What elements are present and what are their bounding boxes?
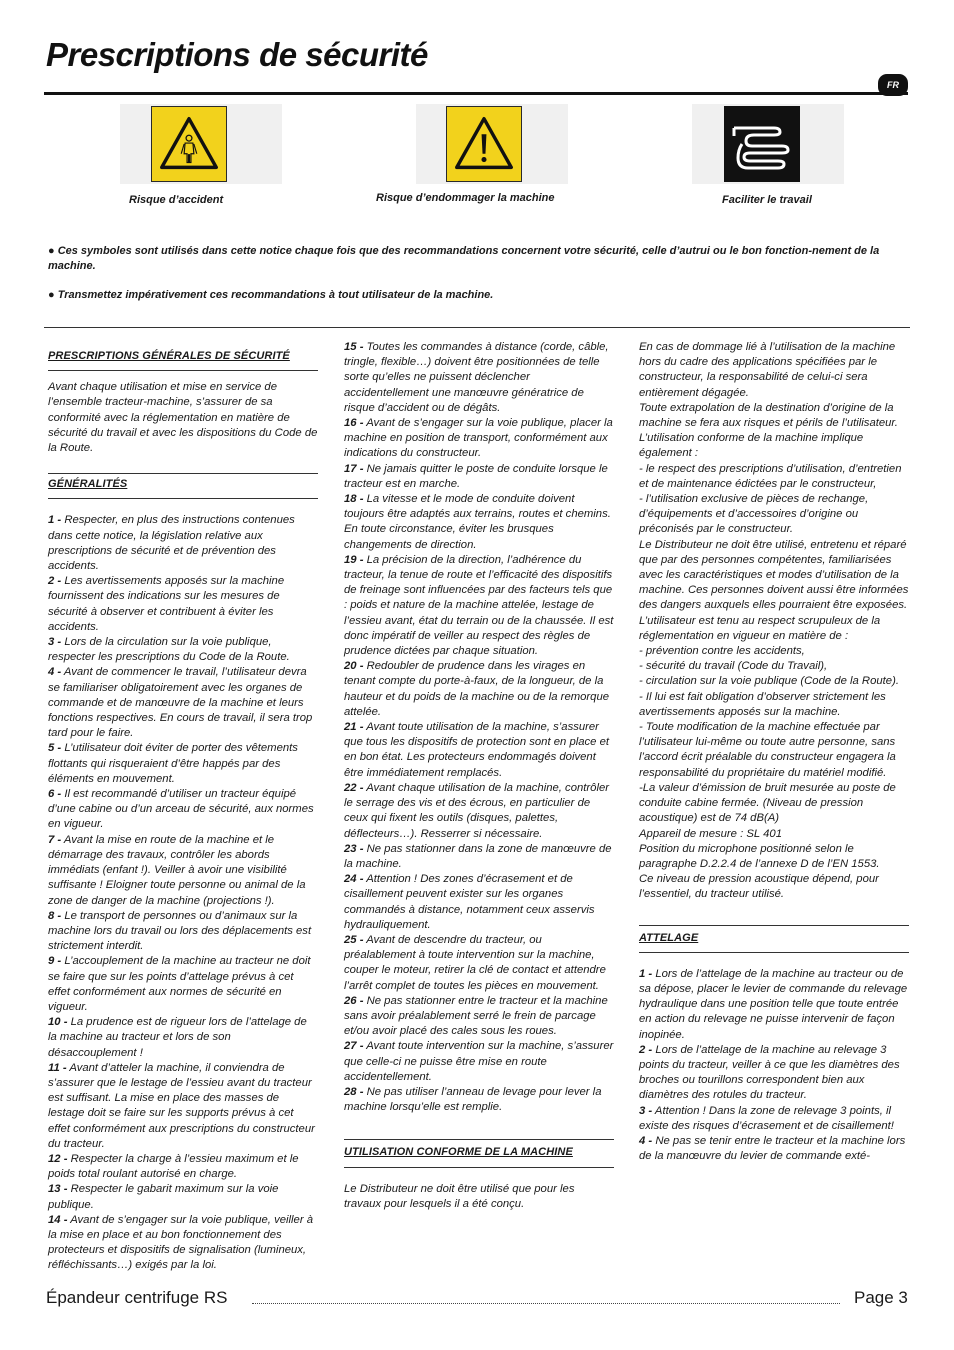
list-item: 19 - La précision de la direction, l’adhérence du tracteur, la tenue de route et l’efficacité des dispositifs de freinage sont influencées par des facteurs tels que : poids et nature de la machine attelée, lestage de l’essieu avant, état du terrain ou de la chaussée. Il est donc impératif de veiller au respect des règles de prudence dictées par chaque situation. [344,553,614,658]
section-heading-usage: UTILISATION CONFORME DE LA MACHINE [344,1139,614,1167]
transmit-note: ● Transmettez impérativement ces recommandations à tout utilisateur de la machine. [48,289,494,301]
column-1 [48,338,318,1274]
exclamation-warning-triangle-icon [446,106,522,182]
list-item: 7 - Avant la mise en route de la machine et le démarrage des travaux, contrôler les abords immédiats (enfant !). Veiller à avoir une visibilité suffisante ! Eloigner toute personne ou animal de la zone de danger de la machine (projections !). [48,833,306,907]
symbol-label-facilitate-work: Faciliter le travail [722,194,812,206]
paragraph: L’utilisateur est tenu au respect scrupuleux de la réglementation en vigueur en matière de : [639,614,881,642]
section-heading-attelage: ATTELAGE [639,925,909,953]
paragraph: - le respect des prescriptions d’utilisation, d’entretien et de maintenance édictées par le constructeur, [639,462,902,490]
list-item: 22 - Avant chaque utilisation de la machine, contrôler le serrage des vis et des écrous, en particulier de ceux qui fixent les outils (disques, palettes, déflecteurs…). Resserrer si nécessaire. [344,781,610,840]
list-item: 2 - Les avertissements apposés sur la machine fournissent des indications sur les mesures de sécurité à observer et contribuent à éviter les accidents. [48,575,285,633]
footer-product-name: Épandeur centrifuge RS [46,1288,228,1307]
list-item: 6 - Il est recommandé d’utiliser un tracteur équipé d’une cabine ou d’un arceau de sécurité, aux normes en vigueur. [48,788,314,831]
symbol-usage-note: ● Ces symboles sont utilisés dans cette notice chaque fois que des recommandations concernent votre sécurité, celle d’autrui ou le bon fonction-nement de la machine. [48,245,880,272]
list-item: 11 - Avant d’atteler la machine, il conviendra de s’assurer que le lestage de l’essieu avant du tracteur est suffisant. La mise en place des masses de lestage doit se faire sur les supports prévus à cet effet conformément aux prescriptions du constructeur du tracteur. [48,1061,315,1150]
list-item: 21 - Avant toute utilisation de la machine, s’assurer que tous les dispositifs de protection sont en place et en bon état. Les protecteurs endommagés doivent être immédiatement remplacés. [344,721,610,779]
paragraph: - sécurité du travail (Code du Travail), [639,660,828,673]
paragraph: - Toute modification de la machine effectuée par l’utilisateur lui-même ou toute autre personne, sans l’accord écrit préalable du constructeur engagera la responsabilité du propriétaire du matériel modifié. [639,721,896,779]
generalites-list [48,513,318,1273]
person-warning-triangle-icon [151,106,227,182]
list-item: 1 - Respecter, en plus des instructions contenues dans cette notice, la législation relative aux prescriptions de sécurité et de prévention des accidents. [48,514,295,573]
list-item: 25 - Avant de descendre du tracteur, ou préalablement à toute intervention sur la machine, couper le moteur, retirer la clé de contact et attendre l’arrêt complet de toutes les pièces en mouvement. [344,933,606,992]
list-item: 18 - La vitesse et le mode de conduite doivent toujours être adaptés aux terrains, routes et chemins. En toute circonstance, éviter les brusques changements de direction. [344,493,611,551]
list-item: 28 - Ne pas utiliser l’anneau de levage pour lever la machine lorsqu’elle est remplie. [344,1085,602,1114]
list-item: 2 - Lors de l’attelage de la machine au relevage 3 points du tracteur, veiller à ce que les diamètres des broches ou tourillons correspondent bien aux diamètres des rotules du tracteur. [639,1043,900,1102]
paragraph: - l’utilisation exclusive de pièces de rechange, d’équipements et d’accessoires d’origine ou préconisés par le constructeur. [639,493,869,536]
symbol-label-accident: Risque d’accident [129,194,224,206]
section-heading-general-safety: PRESCRIPTIONS GÉNÉRALES DE SÉCURITÉ [48,338,318,371]
paragraph: Toute extrapolation de la destination d’origine de la machine se fera aux risques et périls de l’utilisateur. [639,401,898,430]
attelage-list [639,967,909,1165]
list-item: 1 - Lors de l’attelage de la machine au tracteur ou de sa dépose, placer le levier de commande du relevage hydraulique dans une position telle que toute entrée en action du relevage ne puisse intervenir de façon inopinée. [639,967,908,1041]
list-item: 16 - Avant de s’engager sur la voie publique, placer la machine en position de transport, conformément aux indications du constructeur. [344,417,613,460]
paragraph: Le Distributeur ne doit être utilisé, entretenu et réparé que par des personnes compétentes, familiarisées avec les caractéristiques et modes d’utilisation de la machine. Ces personnes doivent aussi être informées des dangers auxquels elles pourraient être exposées. [639,538,909,612]
list-item: 26 - Ne pas stationner entre le tracteur et la machine sans avoir préalablement serré le frein de parcage et/ou avoir placé des cales sous les roues. [344,994,608,1038]
list-item: 14 - Avant de s’engager sur la voie publique, veiller à la mise en place et au bon fonctionnement des protecteurs et dispositifs de signalisation (lumineux, réfléchissants…) exigés par la loi. [48,1213,314,1272]
usage-text: Le Distributeur ne doit être utilisé que pour les travaux pour lesquels il a été conçu. [344,1182,575,1210]
list-item: 4 - Ne pas se tenir entre le tracteur et la machine lors de la manœuvre du levier de commande exté- [639,1134,906,1163]
list-item: 8 - Le transport de personnes ou d’animaux sur la machine lors du travail ou lors des déplacements est strictement interdit. [48,909,312,953]
list-item: 12 - Respecter la charge à l’essieu maximum et le poids total roulant autorisé en charge. [48,1152,299,1181]
general-safety-text: Avant chaque utilisation et mise en service de l’ensemble tracteur-machine, s’assurer de sa conformité avec la réglementation en matière de sécurité du travail et avec les dispositions du Code de la Route. [48,381,318,455]
paragraph: - prévention contre les accidents, [639,645,805,658]
list-item: 27 - Avant toute intervention sur la machine, s’assurer que celle-ci ne puisse être mise en route accidentellement. [344,1040,614,1083]
list-item: 3 - Lors de la circulation sur la voie publique, respecter les prescriptions du Code de la Route. [48,636,290,664]
list-item: 10 - La prudence est de rigueur lors de l’attelage de la machine au tracteur et lors de son désaccouplement ! [48,1016,307,1059]
list-item: 13 - Respecter le gabarit maximum sur la voie publique. [48,1183,279,1211]
paragraph: -La valeur d’émission de bruit mesurée au poste de conduite cabine fermée. (Niveau de pression acoustique) est de 74 dB(A) [639,781,896,825]
footer-leader-dots [252,1303,840,1304]
paragraph: Position du microphone positionné selon le paragraphe D.2.2.4 de l’annexe D de l’EN 1553. [639,842,880,870]
list-item: 23 - Ne pas stationner dans la zone de manœuvre de la machine. [344,842,612,870]
paragraph: L’utilisation conforme de la machine implique également : [639,432,864,460]
list-item: 9 - L’accouplement de la machine au tracteur ne doit se faire que sur les points d’attelage prévus à cet effet conformément aux normes de sécurité en vigueur. [48,955,311,1013]
paragraph: Ce niveau de pression acoustique dépend, pour l’essentiel, du tracteur utilisé. [639,873,879,901]
column-2 [344,340,614,1212]
paragraph: En cas de dommage lié à l’utilisation de la machine hors du cadre des applications spécifiées par le constructeur, la responsabilité de celui-ci sera entièrement dégagée. [639,341,896,399]
column-3 [639,340,909,1164]
symbol-label-machine-damage: Risque d’endommager la machine [376,192,555,204]
paragraph: - Il lui est fait obligation d’observer strictement les avertissements apposés sur la machine. [639,690,886,718]
title-rule [44,92,908,95]
page-number: Page 3 [854,1288,908,1307]
list-item: 5 - L’utilisateur doit éviter de porter des vêtements flottants qui risqueraient d’être happés par des éléments en mouvement. [48,742,298,785]
list-item: 17 - Ne jamais quitter le poste de conduite lorsque le tracteur est en marche. [344,462,608,490]
page-title: Prescriptions de sécurité [46,36,428,73]
paragraph: - circulation sur la voie publique (Code de la Route). [639,675,899,688]
language-badge: FR [878,74,908,96]
section-divider [44,327,910,328]
list-item: 4 - Avant de commencer le travail, l’utilisateur devra se familiariser obligatoirement avec les organes de commande et de manœuvre de la machine et leurs fonctions respectives. En cours de travail, il sera trop tard pour le faire. [48,666,313,740]
list-item: 15 - Toutes les commandes à distance (corde, câble, tringle, flexible…) doivent être positionnées de telle sorte qu’elles ne puissent déclencher accidentellement une manœuvre génératrice de risque d’accident ou de dégâts. [344,341,609,414]
section-heading-generalites: GÉNÉRALITÉS [48,473,318,499]
list-item: 24 - Attention ! Des zones d’écrasement et de cisaillement peuvent exister sur les organes commandés à distance, notamment ceux asservis hydrauliquement. [344,873,595,931]
list-item: 20 - Redoubler de prudence dans les virages en tenant compte du porte-à-faux, de la longueur, de la hauteur et du poids de la machine ou de la remorque attelée. [344,660,610,718]
paragraph: Appareil de mesure : SL 401 [639,827,782,840]
list-item: 3 - Attention ! Dans la zone de relevage 3 points, il existe des risques d’écrasement et de cisaillement! [639,1104,894,1132]
pointing-hand-icon [724,106,800,182]
